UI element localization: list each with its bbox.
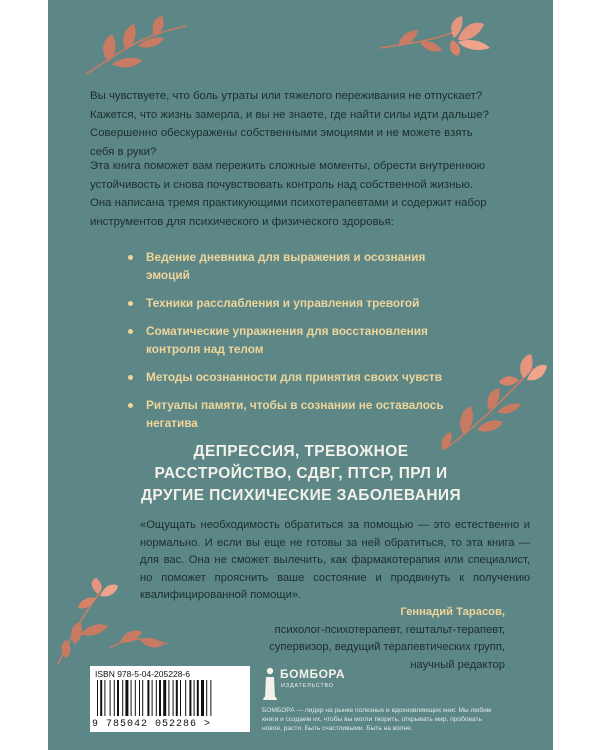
list-item: Техники расслабления и управления тревогой (128, 294, 458, 312)
barcode-bar (156, 680, 157, 716)
barcode-bar (176, 680, 178, 716)
barcode-bar (100, 680, 102, 716)
barcode-bar (173, 680, 174, 716)
barcode-bar (180, 680, 181, 716)
barcode-bar (201, 680, 204, 716)
publisher-tagline: БОМБОРА — лидер на рынке полезных и вдохновляющих книг. Мы любим книги и создаем их, чтобы вы могли творить, открывать мир, пробовать новое, расти. Быть счастливыми. Быть на волне. (262, 707, 492, 732)
top-floral-illustration (78, 14, 208, 76)
author-credentials-line: супервизор, ведущий терапевтических групп, (269, 641, 505, 653)
barcode-image (95, 680, 245, 716)
isbn-label: ISBN 978-5-04-205228-6 (95, 669, 190, 679)
list-item: Методы осознанности для принятия своих чувств (128, 368, 458, 386)
barcode-bar (135, 680, 136, 716)
barcode-bar (197, 680, 199, 716)
barcode-bar (110, 680, 111, 716)
barcode-bar (142, 680, 143, 716)
barcode-bar (122, 680, 123, 716)
barcode-bar (163, 680, 166, 716)
back-cover (48, 0, 553, 750)
barcode-bar (210, 680, 211, 716)
barcode-bar (104, 680, 105, 716)
tools-list (128, 248, 458, 442)
list-item: Соматические упражнения для восстановления контроля над телом (128, 322, 458, 358)
barcode-bar (189, 680, 191, 716)
barcode-bar (152, 680, 153, 716)
list-item: Ритуалы памяти, чтобы в сознании не оставалось негатива (128, 396, 458, 432)
barcode-bar (114, 680, 115, 716)
barcode-bar (147, 680, 149, 716)
description-paragraph: Эта книга поможет вам пережить сложные моменты, обрести внутреннюю устойчивость и снова почувствовать контроль над собственной жизнью. Она написана тремя практикующими психотерапевтами и содержит набор инструментов для психического и физического здоровья: (90, 160, 487, 228)
barcode-bar (185, 680, 186, 716)
publisher-name: БОМБОРА (280, 667, 346, 681)
top-right-flower-illustration (378, 10, 498, 68)
barcode-bar (159, 680, 161, 716)
author-name: Геннадий Тарасов, (400, 606, 505, 618)
barcode-bar (194, 680, 195, 716)
barcode-bar (131, 680, 132, 716)
conditions-headline: ДЕПРЕССИЯ, ТРЕВОЖНОЕ РАССТРОЙСТВО, СДВГ, ПТСР, ПРЛ И ДРУГИЕ ПСИХИЧЕСКИЕ ЗАБОЛЕВАНИЯ (140, 443, 462, 504)
list-item: Ведение дневника для выражения и осознания эмоций (128, 248, 458, 284)
barcode-bar (139, 680, 140, 716)
intro-paragraph: Вы чувствуете, что боль утраты или тяжелого переживания не отпускает? Кажется, что жизнь замерла, и вы не знаете, где найти силы идти дальше? Совершенно обескуражены собственными эмоциями и не можете взять себя в руки? (90, 90, 489, 158)
author-credentials-line: научный редактор (410, 658, 505, 671)
barcode-bar (206, 680, 207, 716)
barcode-bar (125, 680, 128, 716)
barcode-bar (117, 680, 119, 716)
author-credentials-line: психолог-психотерапевт, гештальт-терапевт, (274, 623, 505, 636)
barcode-number: 9 785042 052286 > (92, 719, 212, 730)
barcode-bar (97, 680, 98, 716)
barcode-bar (168, 680, 169, 716)
publisher-subtitle: ИЗДАТЕЛЬСТВО (281, 683, 334, 689)
barcode-block (90, 666, 250, 732)
expert-quote: «Ощущать необходимость обратиться за помощью — это естественно и нормально. И если вы еще не готовы за ней обратиться, то эта книга — для вас. Она не сможет вылечить, как фармакотерапия или специалист, но поможет прояснить ваше состояние и продвинуть к получению квалифицированной помощи». (140, 519, 530, 601)
